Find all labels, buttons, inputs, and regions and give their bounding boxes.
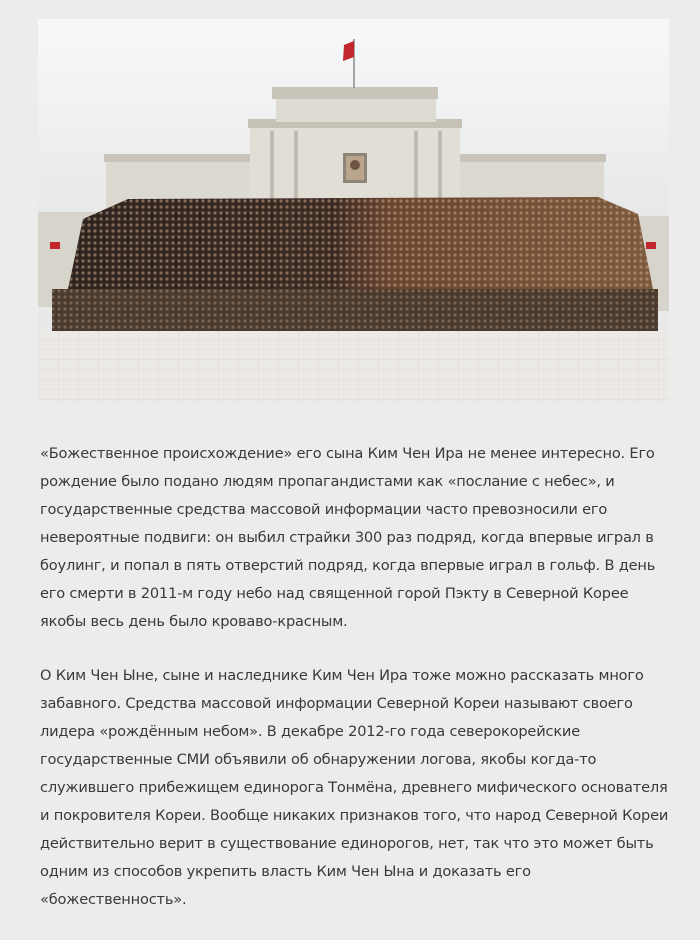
article-photo: [38, 19, 669, 402]
article-paragraph-2: О Ким Чен Ыне, сыне и наследнике Ким Чен Ира тоже можно рассказать много забавного. Средства массовой информации Северной Кореи называют своего лидера «рождённым небом». В декабре 2012-го года северокорейские государственные СМИ объявили об обнаружении логова, якобы когда-то служившего прибежищем единорога Тонмёна, древнего мифического основателя и покровителя Кореи. Вообще никаких признаков того, что народ Северной Кореи действительно верит в существование единорогов, нет, так что это может быть одним из способов укрепить власть Ким Чен Ына и доказать его «божественность».: [40, 667, 669, 908]
article-body: [40, 440, 670, 940]
article-paragraph-1: «Божественное происхождение» его сына Ким Чен Ира не менее интересно. Его рождение было подано людям пропагандистами как «послание с небес», и государственные средства массовой информации часто превозносили его невероятные подвиги: он выбил страйки 300 раз подряд, когда впервые играл в боулинг, и попал в пять отверстий подряд, когда впервые играл в гольф. В день его смерти в 2011-м году небо над священной горой Пэкту в Северной Корее якобы весь день было кроваво-красным.: [40, 445, 656, 630]
photo-illustration: [38, 19, 669, 402]
